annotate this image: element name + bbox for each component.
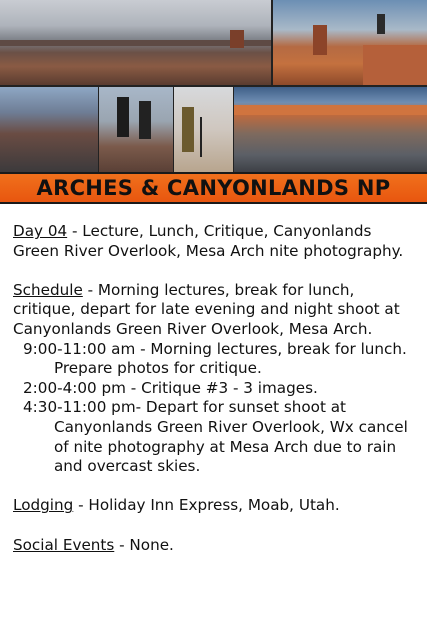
lodging-paragraph bbox=[13, 496, 421, 516]
title-banner bbox=[0, 172, 427, 204]
schedule-label: Schedule bbox=[13, 280, 83, 299]
social-paragraph bbox=[13, 536, 421, 556]
schedule-item-text: Prepare photos for critique. bbox=[54, 359, 262, 378]
schedule-item bbox=[13, 340, 421, 360]
social-text: - None. bbox=[114, 535, 174, 554]
canyon-cloudy-photo bbox=[0, 0, 271, 85]
day-text: - Lecture, Lunch, Critique, Canyonlands Green River Overlook, Mesa Arch nite photography. bbox=[13, 222, 404, 260]
schedule-paragraph bbox=[13, 281, 421, 340]
schedule-list bbox=[13, 340, 421, 477]
canyon-rim-photo bbox=[0, 87, 98, 172]
schedule-item-detail bbox=[13, 418, 421, 477]
schedule-item bbox=[13, 379, 421, 399]
photographer-tripod-photo bbox=[174, 87, 233, 172]
day-label: Day 04 bbox=[13, 222, 68, 240]
lodging-text: - Holiday Inn Express, Moab, Utah. bbox=[73, 496, 340, 515]
photo-collage bbox=[0, 0, 427, 172]
red-rock-overlook-photo bbox=[273, 0, 427, 85]
schedule-item-time: 9:00-11:00 am - Morning lectures, break for lunch. bbox=[23, 339, 407, 358]
schedule-text: - Morning lectures, break for lunch, critique, depart for late evening and night shoot at Canyonlands Green River Overlook, Mesa Arch. bbox=[13, 280, 400, 338]
schedule-item-time: 2:00-4:00 pm - Critique #3 - 3 images. bbox=[23, 378, 318, 397]
social-label: Social Events bbox=[13, 535, 115, 554]
day-paragraph bbox=[13, 222, 421, 261]
sunset-canyon-photo bbox=[234, 87, 427, 172]
itinerary-content bbox=[13, 222, 421, 575]
schedule-item bbox=[13, 398, 421, 418]
two-photographers-photo bbox=[99, 87, 173, 172]
schedule-item-text: Canyonlands Green River Overlook, Wx cancel of nite photography at Mesa Arch due to rain and overcast skies. bbox=[54, 417, 408, 476]
lodging-label: Lodging bbox=[13, 496, 74, 515]
schedule-item-time: 4:30-11:00 pm- Depart for sunset shoot at bbox=[23, 398, 347, 417]
schedule-item-detail bbox=[13, 359, 421, 379]
banner-title: ARCHES & CANYONLANDS NP bbox=[36, 176, 391, 200]
